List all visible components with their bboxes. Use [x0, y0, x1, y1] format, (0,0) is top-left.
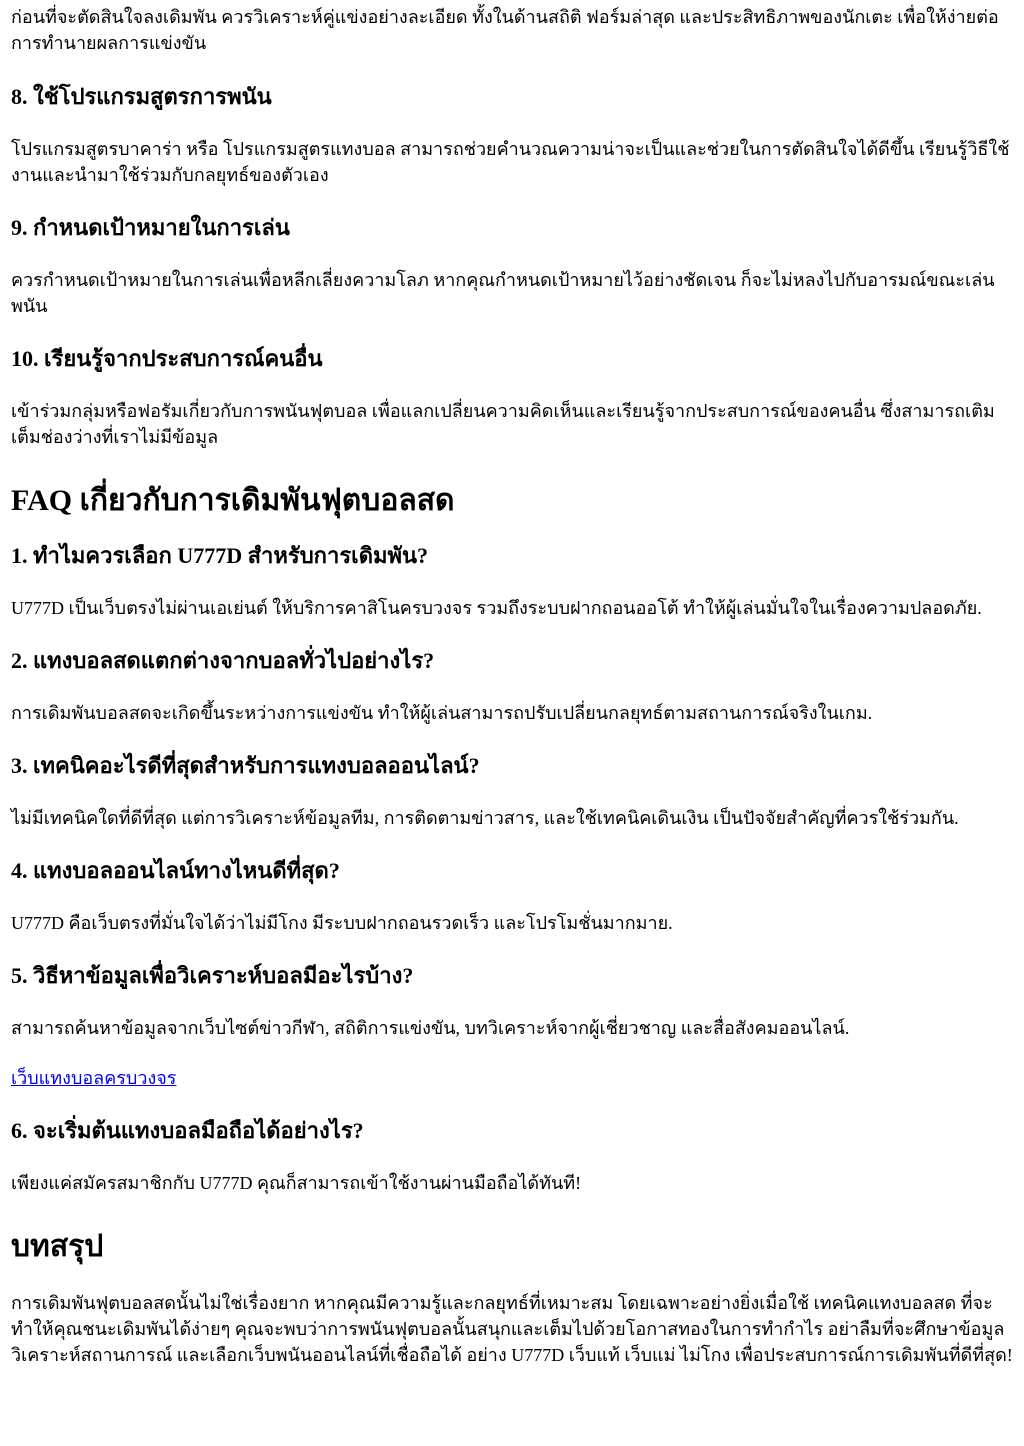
faq-question-6: 6. จะเริ่มต้นแทงบอลมือถือได้อย่างไร? — [11, 1118, 364, 1143]
faq-question-1: 1. ทำไมควรเลือก U777D สำหรับการเดิมพัน? — [11, 543, 429, 568]
tip-9-heading: 9. กำหนดเป้าหมายในการเล่น — [11, 215, 290, 240]
sports-betting-link[interactable]: เว็บแทงบอลครบวงจร — [11, 1068, 177, 1088]
faq-answer-5: สามารถค้นหาข้อมูลจากเว็บไซต์ข่าวกีฬา, สถิติการแข่งขัน, บทวิเคราะห์จากผู้เชี่ยวชาญ และสื่อสังคมออนไลน์. — [11, 1018, 850, 1038]
faq-question-2: 2. แทงบอลสดแตกต่างจากบอลทั่วไปอย่างไร? — [11, 648, 435, 673]
tip-8-text: โปรแกรมสูตรบาคาร่า หรือ โปรแกรมสูตรแทงบอล สามารถช่วยคำนวณความน่าจะเป็นและช่วยในการตัดสินใจได้ดีขึ้น เรียนรู้วิธีใช้งานและนำมาใช้ร่วมกับกลยุทธ์ของตัวเอง — [11, 139, 1010, 185]
intro-paragraph: ก่อนที่จะตัดสินใจลงเดิมพัน ควรวิเคราะห์คู่แข่งอย่างละเอียด ทั้งในด้านสถิติ ฟอร์มล่าสุด และประสิทธิภาพของนักเตะ เพื่อให้ง่ายต่อการทำนายผลการแข่งขัน — [11, 7, 999, 53]
tip-9-text: ควรกำหนดเป้าหมายในการเล่นเพื่อหลีกเลี่ยงความโลภ หากคุณกำหนดเป้าหมายไว้อย่างชัดเจน ก็จะไม่หลงไปกับอารมณ์ขณะเล่นพนัน — [11, 270, 995, 316]
summary-text: การเดิมพันฟุตบอลสดนั้นไม่ใช่เรื่องยาก หากคุณมีความรู้และกลยุทธ์ที่เหมาะสม โดยเฉพาะอย่างยิ่งเมื่อใช้ เทคนิคแทงบอลสด ที่จะทำให้คุณชนะเดิมพันได้ง่ายๆ คุณจะพบว่าการพนันฟุตบอลนั้นสนุกและเต็มไปด้วยโอกาสทองในการทำกำไร อย่าลืมที่จะศึกษาข้อมูล วิเคราะห์สถานการณ์ และเลือกเว็บพนันออนไลน์ที่เชื่อถือได้ อย่าง U777D เว็บแท้ เว็บแม่ ไม่โกง เพื่อประสบการณ์การเดิมพันที่ดีที่สุด! — [11, 1293, 1013, 1365]
tip-10-heading: 10. เรียนรู้จากประสบการณ์คนอื่น — [11, 346, 323, 371]
faq-answer-1: U777D เป็นเว็บตรงไม่ผ่านเอเย่นต์ ให้บริการคาสิโนครบวงจร รวมถึงระบบฝากถอนออโต้ ทำให้ผู้เล่นมั่นใจในเรื่องความปลอดภัย. — [11, 598, 982, 618]
faq-answer-2: การเดิมพันบอลสดจะเกิดขึ้นระหว่างการแข่งขัน ทำให้ผู้เล่นสามารถปรับเปลี่ยนกลยุทธ์ตามสถานการณ์จริงในเกม. — [11, 703, 873, 723]
tip-8-heading: 8. ใช้โปรแกรมสูตรการพนัน — [11, 84, 272, 109]
faq-question-4: 4. แทงบอลออนไลน์ทางไหนดีที่สุด? — [11, 858, 340, 883]
faq-answer-3: ไม่มีเทคนิคใดที่ดีที่สุด แต่การวิเคราะห์ข้อมูลทีม, การติดตามข่าวสาร, และใช้เทคนิคเดินเงิน เป็นปัจจัยสำคัญที่ควรใช้ร่วมกัน. — [11, 808, 959, 828]
faq-question-5: 5. วิธีหาข้อมูลเพื่อวิเคราะห์บอลมีอะไรบ้าง? — [11, 963, 414, 988]
faq-answer-4: U777D คือเว็บตรงที่มั่นใจได้ว่าไม่มีโกง มีระบบฝากถอนรวดเร็ว และโปรโมชั่นมากมาย. — [11, 913, 673, 933]
faq-question-3: 3. เทคนิคอะไรดีที่สุดสำหรับการแทงบอลออนไลน์? — [11, 753, 480, 778]
faq-title: FAQ เกี่ยวกับการเดิมพันฟุตบอลสด — [11, 484, 455, 517]
summary-title: บทสรุป — [11, 1230, 104, 1263]
tip-10-text: เข้าร่วมกลุ่มหรือฟอรัมเกี่ยวกับการพนันฟุตบอล เพื่อแลกเปลี่ยนความคิดเห็นและเรียนรู้จากประสบการณ์ของคนอื่น ซึ่งสามารถเติมเต็มช่องว่างที่เราไม่มีข้อมูล — [11, 401, 995, 447]
faq-answer-6: เพียงแค่สมัครสมาชิกกับ U777D คุณก็สามารถเข้าใช้งานผ่านมือถือได้ทันที! — [11, 1173, 582, 1193]
faq-link-paragraph — [11, 1065, 1013, 1091]
